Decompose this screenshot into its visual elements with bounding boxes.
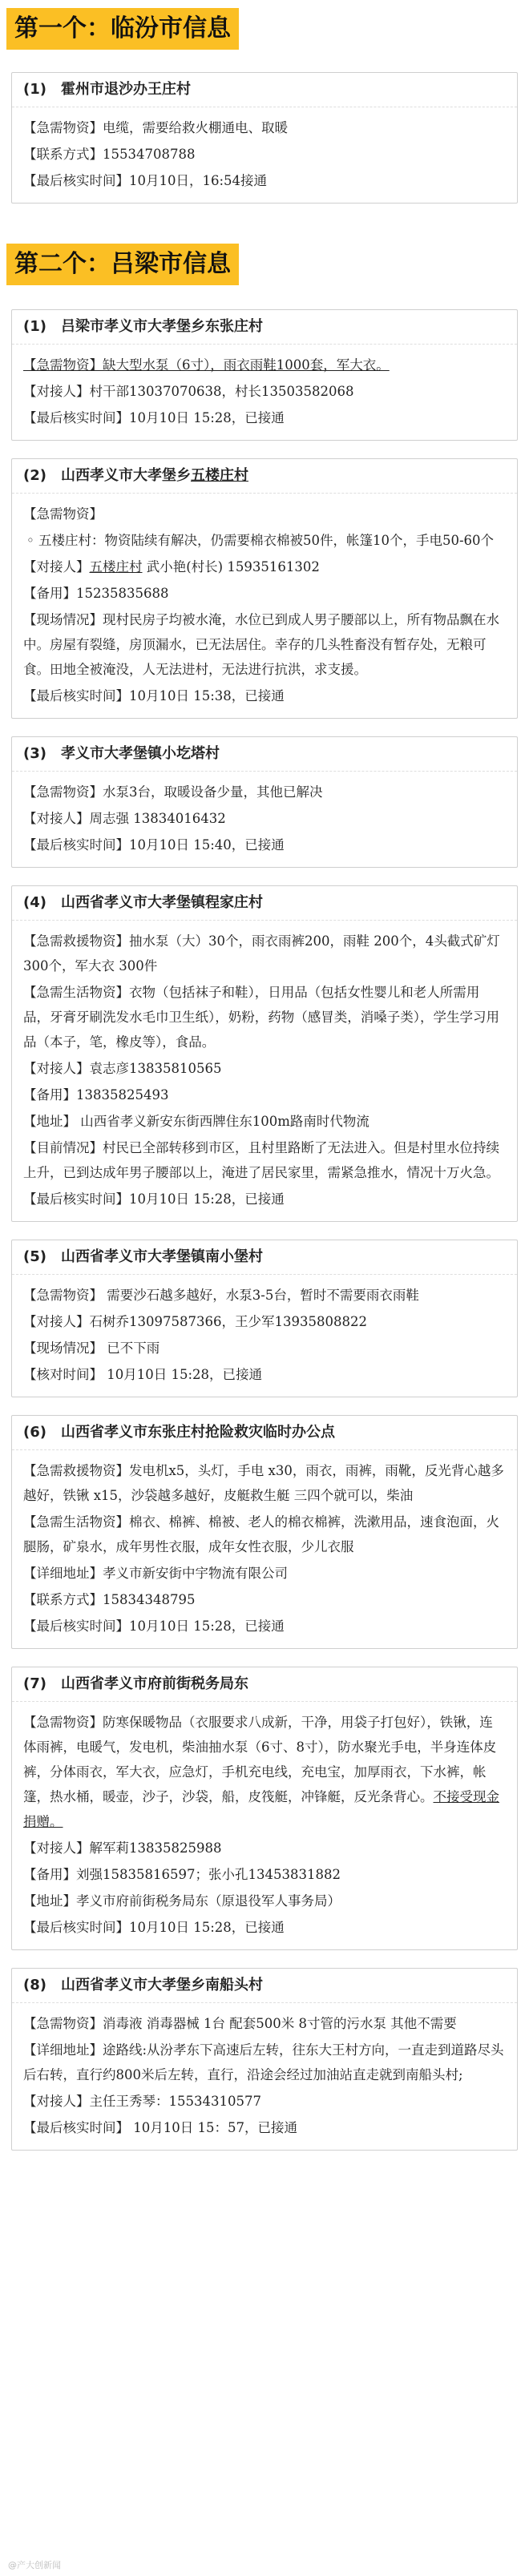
needed-supplies: 【急需物资】电缆，需要给救火棚通电、取暖 [23,120,288,135]
contact-person: 【对接人】袁志彦13835810565 [23,1061,222,1076]
needed-supplies: 【急需物资】 [23,506,103,522]
contact-detail: 武小艳(村长) 15935161302 [142,559,320,574]
watermark: @产大创新闻 [8,2560,61,2570]
verified-time: 【最后核实时间】10月10日，16:54接通 [23,173,268,188]
contact-label: 【对接人】 [23,559,90,574]
living-supplies: 【急需生活物资】棉衣、棉裤、棉被、老人的棉衣棉裤，洗漱用品，速食泡面，火腿肠，矿泉水，成年男性衣服，成年女性衣服，少儿衣服 [23,1514,499,1554]
card-heading: (4) 山西省孝义市大孝堡镇程家庄村 [12,886,517,921]
address: 【地址】孝义市府前街税务局东（原退役军人事务局） [23,1893,341,1909]
card-heading [12,459,517,494]
info-card [11,736,518,868]
backup-contact: 【备用】15235835688 [23,586,169,601]
info-card [11,309,518,441]
info-card [11,458,518,719]
verified-time: 【最后核实时间】 10月10日 15：57，已接通 [23,2120,297,2135]
needed-supplies: 【急需物资】消毒液 消毒器械 1台 配套500米 8寸管的污水泵 其他不需要 [23,2016,457,2031]
contact-person [23,554,506,579]
village-name-link: 五楼庄村 [190,467,248,484]
verified-time: 【最后核实时间】10月10日 15:28，已接通 [23,1619,285,1634]
info-card [11,885,518,1222]
contact-person: 【对接人】周志强 13834016432 [23,811,226,826]
contact-info: 【联系方式】15534708788 [23,147,196,162]
needed-supplies: 【急需物资】水泵3台，取暖设备少量，其他已解决 [23,784,323,800]
card-heading: (3) 孝义市大孝堡镇小圪塔村 [12,737,517,772]
needed-supplies: 【急需物资】缺大型水泵（6寸），雨衣雨鞋1000套，军大衣。 [23,357,390,373]
card-heading-text: (2) 山西孝义市大孝堡乡 [23,467,191,484]
address: 【详细地址】途路线:从汾孝东下高速后左转，往东大王村方向，一直走到道路尽头后右转，直行约800米后左转，直行，沿途会经过加油站直走就到南船头村; [23,2042,504,2082]
card-heading: (7) 山西省孝义市府前街税务局东 [12,1667,517,1702]
supplies-text: 【急需物资】防寒保暖物品（衣服要求八成新，干净，用袋子打包好），铁锹，连体雨裤，电暖气，发电机，柴油抽水泵（6寸、8寸），防水聚光手电，半身连体皮裤，分体雨衣，军大衣，应急灯，手机充电线，充电宝，加厚雨衣，下水裤，帐篷，热水桶，暖壶，沙子，沙袋，船，皮筏艇，冲锋艇，反光条背心。 [23,1715,497,1804]
info-card [11,72,518,204]
rescue-supplies: 【急需救援物资】发电机x5，头灯，手电 x30，雨衣，雨裤，雨靴，反光背心越多越好，铁锹 x15，沙袋越多越好，皮艇救生艇 三四个就可以，柴油 [23,1463,504,1503]
section-title-linfen: 第一个：临汾市信息 [6,8,239,50]
verified-time: 【最后核实时间】10月10日 15:28，已接通 [23,410,285,425]
section-title-lvliang: 第二个：吕梁市信息 [6,244,239,285]
card-heading: (5) 山西省孝义市大孝堡镇南小堡村 [12,1240,517,1275]
contact-person: 【对接人】解军莉13835825988 [23,1840,222,1856]
backup-contact: 【备用】刘强15835816597；张小孔13453831882 [23,1867,341,1882]
verified-time: 【最后核实时间】10月10日 15:28，已接通 [23,1191,285,1207]
contact-person: 【对接人】村干部13037070638，村长13503582068 [23,384,354,399]
verified-time: 【最后核实时间】10月10日 15:38，已接通 [23,688,285,703]
card-heading: (1) 霍州市退沙办王庄村 [12,73,517,107]
no-cash-note: 不接受现金捐赠。 [23,1789,499,1829]
supplies-bullet: ◦ 五楼庄村：物资陆续有解决，仍需要棉衣棉被50件，帐篷10个，手电50-60个 [26,533,495,548]
current-situation: 【目前情况】村民已全部转移到市区，且村里路断了无法进入。但是村里水位持续上升，已到达成年男子腰部以上，淹进了居民家里，需紧急推水，情况十万火急。 [23,1140,499,1180]
card-heading: (6) 山西省孝义市东张庄村抢险救灾临时办公点 [12,1416,517,1450]
rescue-supplies: 【急需救援物资】抽水泵（大）30个，雨衣雨裤200，雨鞋 200个，4头截式矿灯 300个，军大衣 300件 [23,933,500,974]
living-supplies: 【急需生活物资】衣物（包括袜子和鞋），日用品（包括女性婴儿和老人所需用品，牙膏牙刷洗发水毛巾卫生纸），奶粉，药物（感冒类，消嗓子类），学生学习用品（本子，笔，橡皮等），食品。 [23,985,499,1050]
contact-person: 【对接人】石树乔13097587366，王少军13935808822 [23,1314,367,1329]
card-heading: (8) 山西省孝义市大孝堡乡南船头村 [12,1969,517,2003]
address: 【地址】 山西省孝义新安东街西牌住东100m路南时代物流 [23,1114,369,1129]
card-heading: (1) 吕梁市孝义市大孝堡乡东张庄村 [12,310,517,345]
info-card [11,1968,518,2151]
needed-supplies: 【急需物资】 需要沙石越多越好，水泵3-5台，暂时不需要雨衣雨鞋 [23,1288,419,1303]
verified-time: 【最后核实时间】10月10日 15:28，已接通 [23,1920,285,1935]
site-situation: 【现场情况】现村民房子均被水淹，水位已到成人男子腰部以上，所有物品飘在水中。房屋有裂缝，房顶漏水，已无法居住。幸存的几头牲畜没有暂存处，无粮可食。田地全被淹没，人无法进村，无法进行抗洪，求支援。 [23,612,499,677]
needed-supplies [23,1710,506,1834]
verified-time: 【最后核实时间】10月10日 15:40，已接通 [23,837,285,853]
contact-person: 【对接人】主任王秀琴：15534310577 [23,2094,261,2109]
info-card [11,1240,518,1397]
site-situation: 【现场情况】 已不下雨 [23,1340,160,1356]
verified-time: 【核对时间】 10月10日 15:28，已接通 [23,1367,263,1382]
contact-info: 【联系方式】15834348795 [23,1592,196,1607]
backup-contact: 【备用】13835825493 [23,1087,169,1103]
info-card [11,1667,518,1950]
address: 【详细地址】孝义市新安街中宇物流有限公司 [23,1566,288,1581]
village-name-link: 五楼庄村 [89,559,143,574]
info-card [11,1415,518,1649]
